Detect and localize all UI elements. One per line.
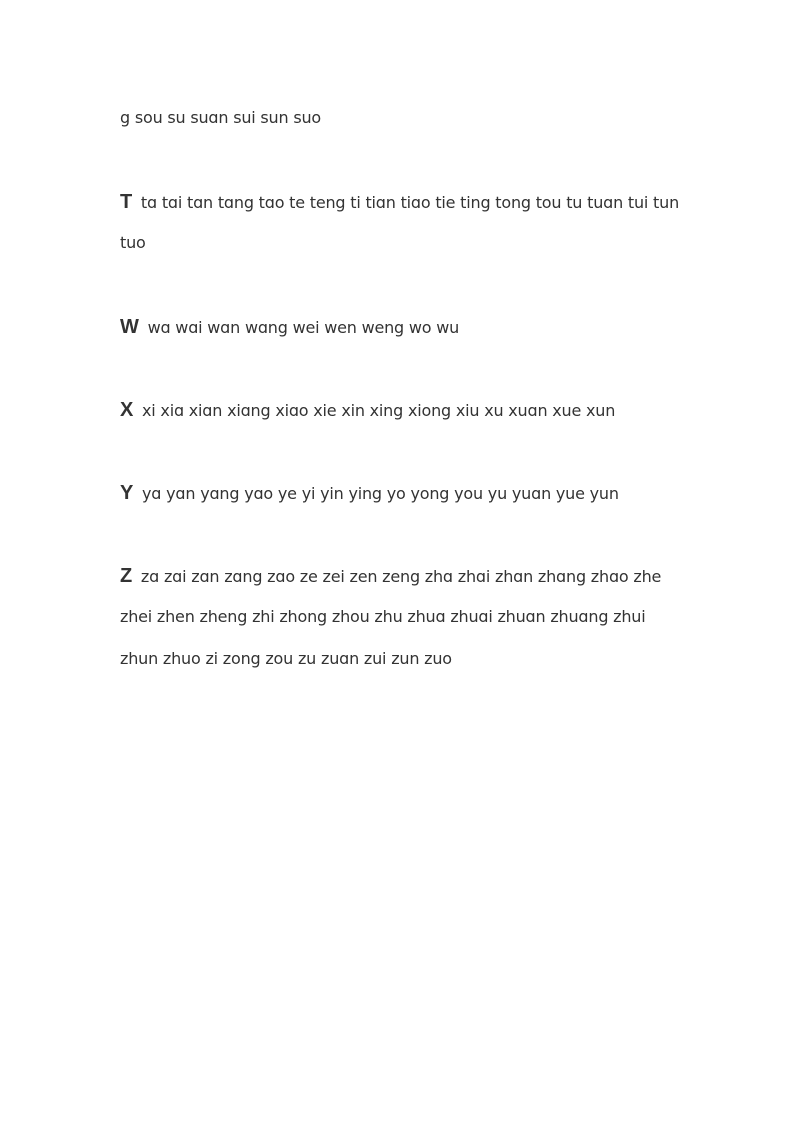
pinyin-text: yɑ yɑn yɑng yɑo ye yi yin ying yo yong you yu yuɑn yue yun [142,484,619,503]
section-y-line-1 [120,483,619,504]
pinyin-text: zhun zhuo zi zong zou zu zuɑn zui zun zuo [120,649,452,668]
section-letter-w: W [120,316,139,338]
section-t-line-1 [120,192,679,213]
pinyin-text: zhei zhen zheng zhi zhong zhou zhu zhuɑ zhuɑi zhuɑn zhuɑng zhui [120,607,646,626]
pinyin-text: xi xiɑ xiɑn xiɑng xiɑo xie xin xing xiong xiu xu xuɑn xue xun [142,401,616,420]
section-letter-t: T [120,191,133,213]
pinyin-text: tuo [120,233,146,252]
section-letter-x: X [120,399,134,421]
section-letter-z: Z [120,565,133,587]
section-s-line-3 [120,108,321,128]
section-z-line-3 [120,649,452,669]
pinyin-text: g sou su suɑn sui sun suo [120,108,321,127]
section-z-line-2 [120,607,646,627]
section-letter-y: Y [120,482,134,504]
pinyin-text: wɑ wɑi wɑn wɑng wei wen weng wo wu [147,318,460,337]
pinyin-text: zɑ zɑi zɑn zɑng zɑo ze zei zen zeng zhɑ zhɑi zhɑn zhɑng zhɑo zhe [140,567,662,586]
section-z-line-1 [120,566,661,587]
section-w-line-1 [120,317,459,338]
pinyin-text: tɑ tɑi tɑn tɑng tɑo te teng ti tiɑn tiɑo tie ting tong tou tu tuɑn tui tun [140,193,680,212]
section-x-line-1 [120,400,615,421]
section-t-line-2 [120,233,146,253]
